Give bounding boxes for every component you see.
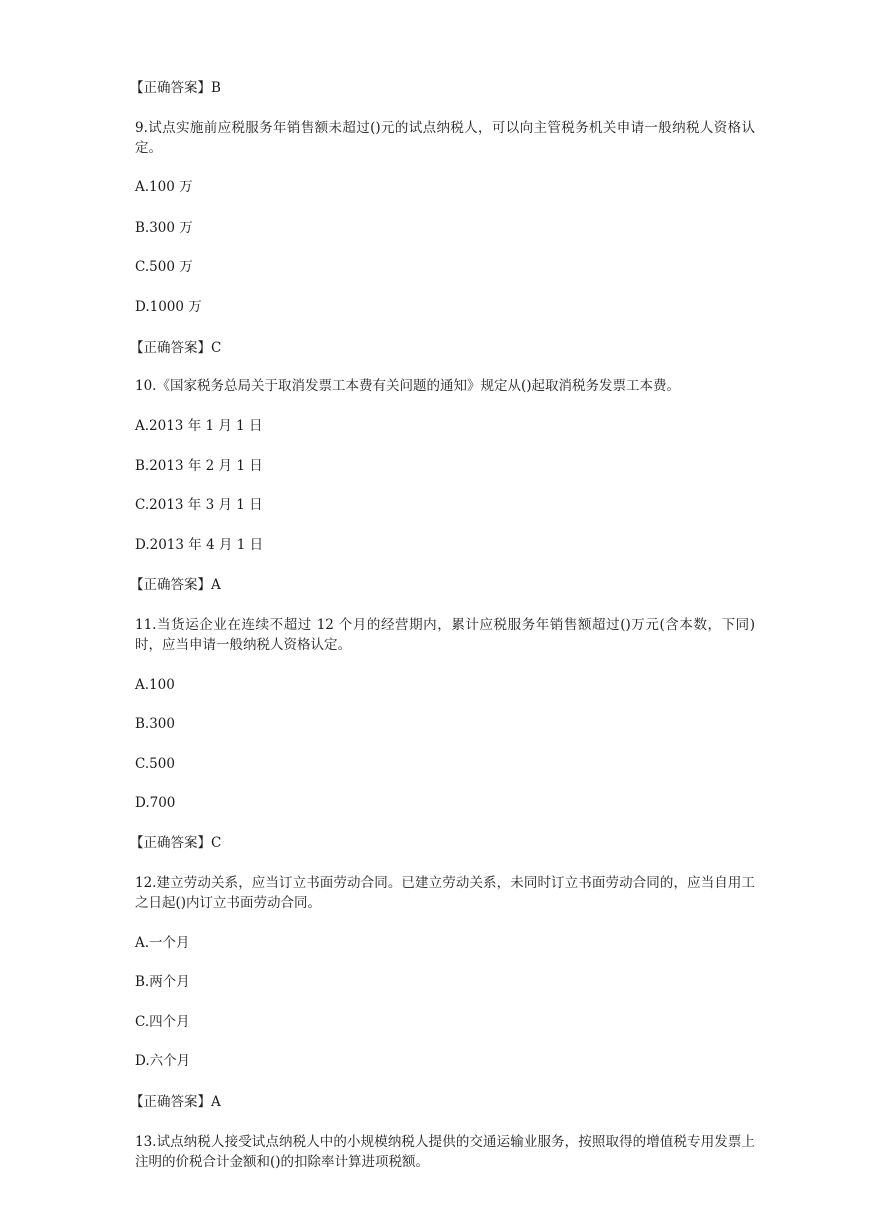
option-line: C.2013 年 3 月 1 日 (135, 497, 263, 513)
option-line: A.100 万 (135, 179, 193, 195)
answer-line: 【正确答案】C (130, 340, 222, 356)
option-line: A.2013 年 1 月 1 日 (135, 418, 263, 434)
question-13: 13.试点纳税人接受试点纳税人中的小规模纳税人提供的交通运输业服务，按照取得的增值税专用发票上注明的价税合计金额和()的扣除率计算进项税额。 (135, 1134, 755, 1170)
question-11: 11.当货运企业在连续不超过 12 个月的经营期内，累计应税服务年销售额超过()万元(含本数，下同)时，应当申请一般纳税人资格认定。 (135, 617, 755, 653)
option-line: B.300 万 (135, 220, 193, 236)
option-line: C.500 万 (135, 259, 193, 275)
option-line: D.1000 万 (135, 299, 202, 315)
question-12: 12.建立劳动关系，应当订立书面劳动合同。已建立劳动关系，未同时订立书面劳动合同的，应当自用工之日起()内订立书面劳动合同。 (135, 875, 755, 911)
option-line: D.700 (135, 795, 176, 811)
answer-line: 【正确答案】A (130, 1094, 221, 1110)
answer-line: 【正确答案】B (130, 80, 221, 96)
answer-line: 【正确答案】C (130, 835, 222, 851)
option-line: D.六个月 (135, 1053, 191, 1069)
question-10: 10.《国家税务总局关于取消发票工本费有关问题的通知》规定从()起取消税务发票工本费。 (135, 378, 681, 394)
option-line: B.300 (135, 716, 175, 732)
option-line: A.100 (135, 677, 175, 693)
option-line: B.两个月 (135, 974, 190, 990)
option-line: A.一个月 (135, 935, 190, 951)
option-line: B.2013 年 2 月 1 日 (135, 458, 263, 474)
option-line: C.500 (135, 756, 175, 772)
question-9: 9.试点实施前应税服务年销售额未超过()元的试点纳税人，可以向主管税务机关申请一般纳税人资格认定。 (135, 120, 755, 156)
answer-line: 【正确答案】A (130, 577, 221, 593)
option-line: D.2013 年 4 月 1 日 (135, 537, 264, 553)
option-line: C.四个月 (135, 1014, 190, 1030)
